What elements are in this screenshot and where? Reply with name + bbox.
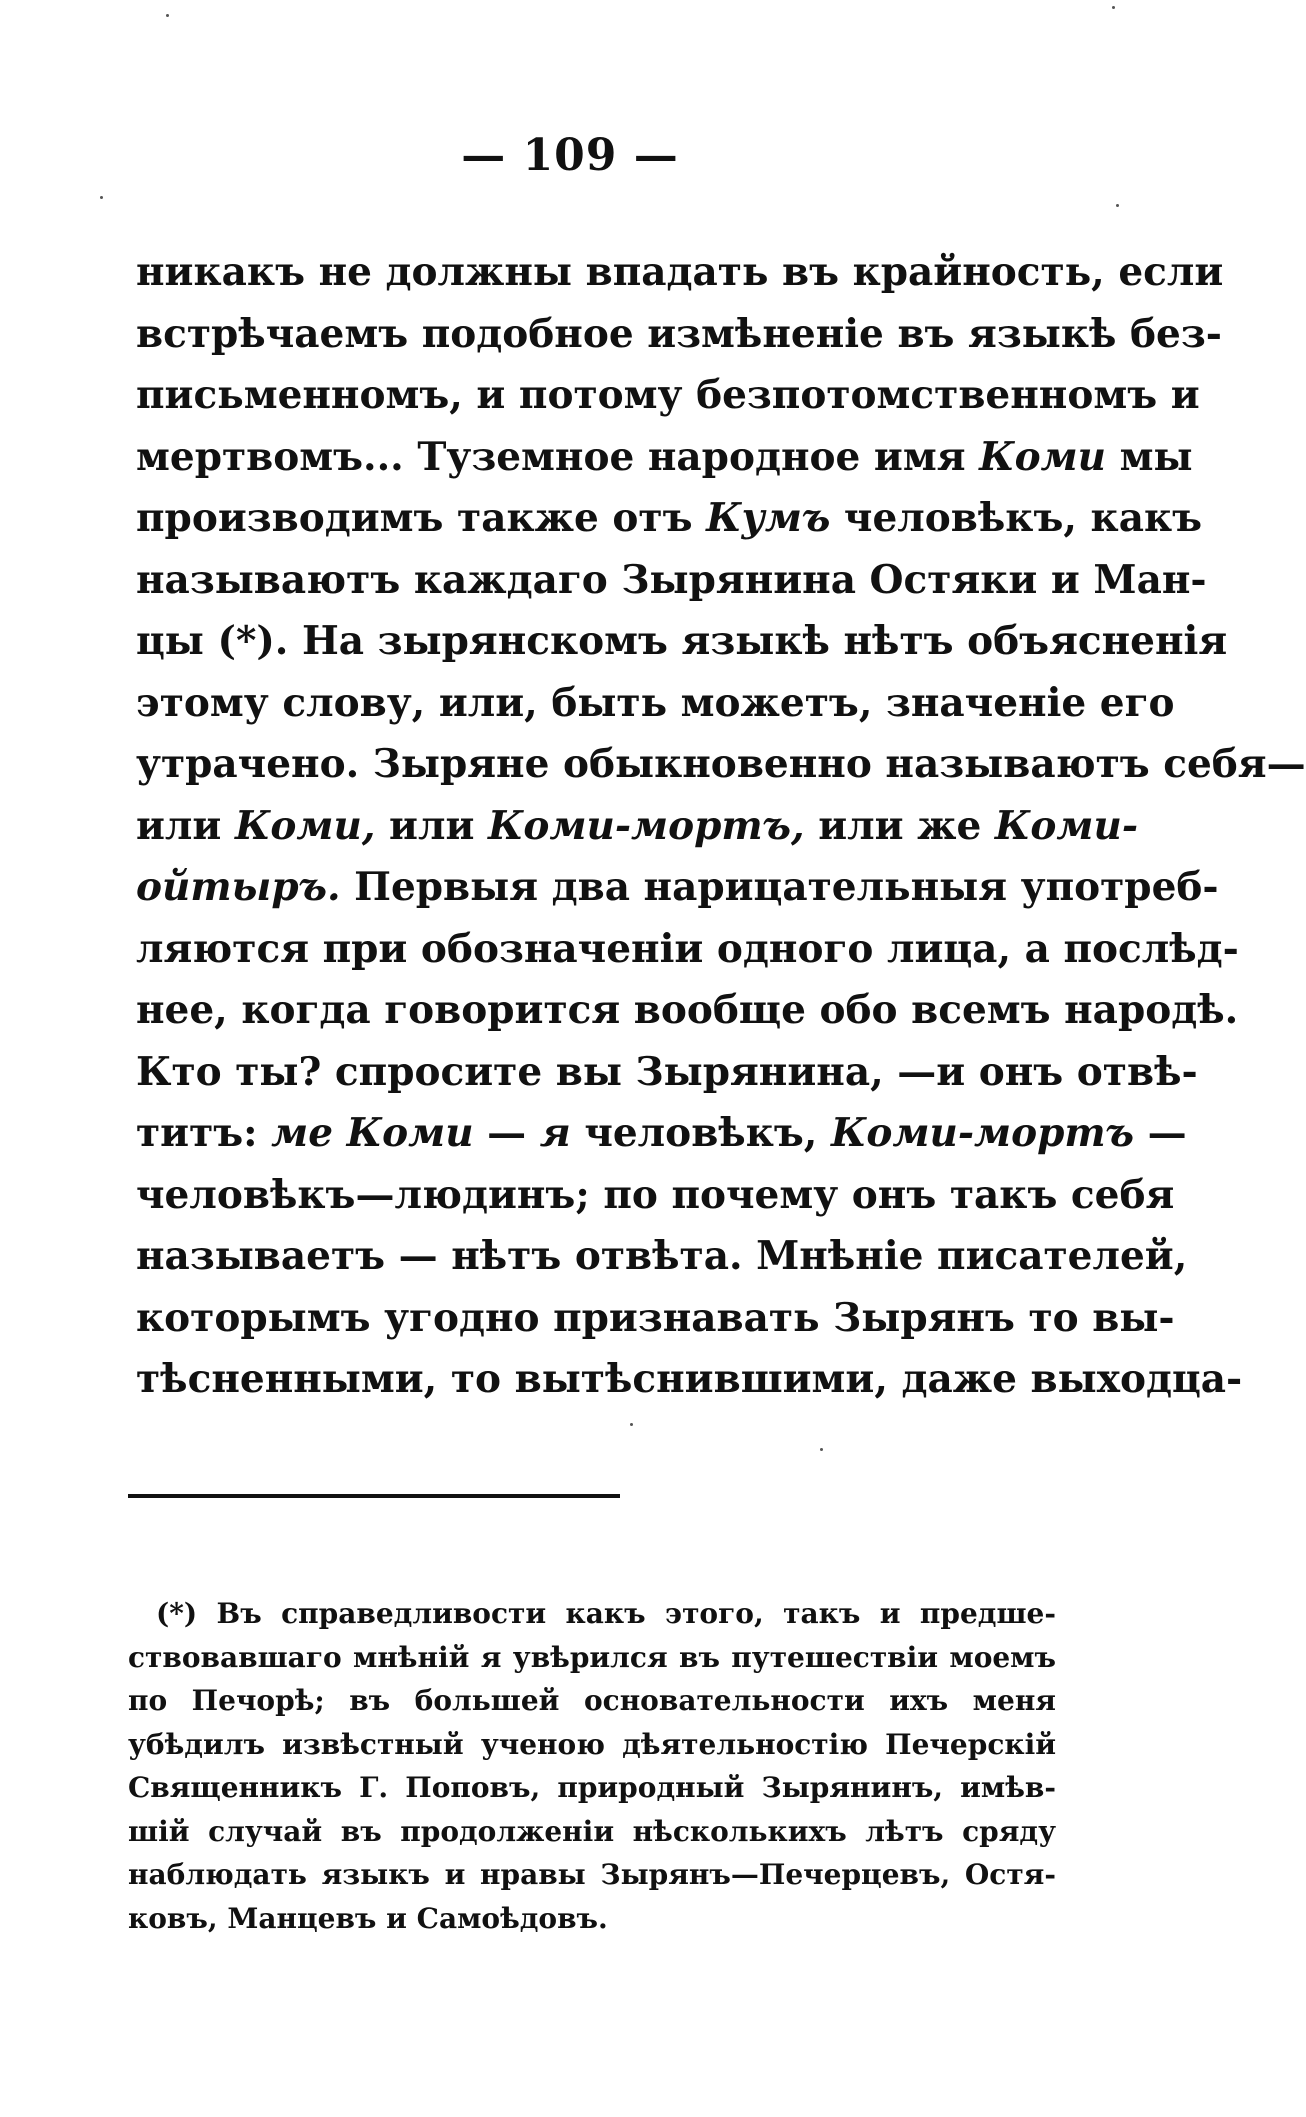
italic-term: Коми-мортъ — [830, 1110, 1135, 1156]
footnote-line: шій случай въ продолженіи нѣсколькихъ лѣтъ сряду — [128, 1814, 1056, 1848]
text-line — [136, 611, 1228, 673]
footnote-line: ковъ, Манцевъ и Самоѣдовъ. — [128, 1901, 608, 1935]
text-segment: этому слову, или, быть можетъ, значеніе его — [136, 679, 1175, 726]
text-segment: или же — [804, 802, 995, 849]
text-segment: письменномъ, и потому безпотомственномъ и — [136, 372, 1200, 418]
text-segment: или — [136, 802, 235, 849]
italic-term: Коми- — [994, 802, 1139, 849]
main-text — [136, 242, 1306, 1411]
text-line — [136, 1042, 1198, 1104]
print-speck — [1112, 6, 1115, 9]
text-line — [136, 1349, 1243, 1411]
text-line — [136, 673, 1175, 735]
italic-term: я — [539, 1110, 571, 1156]
text-line — [136, 1288, 1175, 1350]
italic-term: Коми, — [234, 802, 376, 849]
print-speck — [100, 196, 103, 199]
print-speck — [630, 1423, 633, 1426]
text-line — [136, 919, 1239, 981]
text-segment: никакъ не должны впадать въ крайность, если — [136, 249, 1224, 295]
text-line — [136, 734, 1306, 796]
text-segment: называетъ — нѣтъ отвѣта. Мнѣніе писателей, — [136, 1233, 1188, 1279]
page-number: — 109 — — [461, 130, 679, 181]
text-segment: титъ: — [136, 1110, 272, 1156]
footnote-line: наблюдать языкъ и нравы Зырянъ—Печерцевъ, Остя- — [128, 1858, 1056, 1891]
text-segment: тѣсненными, то вытѣснившими, даже выходца- — [136, 1356, 1243, 1402]
text-segment: — — [473, 1110, 540, 1156]
text-segment: ляются при обозначеніи одного лица, а послѣд- — [136, 925, 1239, 972]
text-line — [136, 1165, 1175, 1227]
footnote-line: убѣдилъ извѣстный ученою дѣятельностію Печерскій — [128, 1727, 1056, 1761]
text-line — [136, 365, 1200, 427]
print-speck — [820, 1448, 823, 1451]
text-line — [136, 857, 1219, 919]
italic-term: Кумъ — [706, 495, 831, 541]
text-segment: человѣкъ—людинъ; по почему онъ такъ себя — [136, 1171, 1175, 1218]
italic-term: ойтыръ. — [136, 864, 341, 910]
text-line — [136, 1226, 1188, 1288]
footnote-line: Священникъ Г. Поповъ, природный Зырянинъ, имѣв- — [128, 1771, 1056, 1804]
text-segment: встрѣчаемъ подобное измѣненіе въ языкѣ без- — [136, 310, 1222, 357]
text-segment: производимъ также отъ — [136, 495, 707, 541]
footnote-line: по Печорѣ; въ большей основательности ихъ меня — [128, 1684, 1056, 1717]
text-segment: мертвомъ... Туземное народное имя — [136, 433, 980, 480]
text-line — [136, 427, 1193, 489]
text-line — [136, 242, 1224, 304]
text-segment: или — [375, 802, 488, 849]
text-line — [136, 304, 1222, 366]
text-line — [136, 980, 1239, 1042]
text-line — [136, 488, 1203, 550]
text-segment: Кто ты? спросите вы Зырянина, —и онъ отвѣ- — [136, 1048, 1198, 1095]
text-segment: человѣкъ, какъ — [830, 495, 1203, 541]
italic-term: Коми-мортъ, — [487, 802, 805, 849]
text-line — [136, 550, 1207, 612]
text-line — [136, 796, 1139, 858]
text-segment: называютъ каждаго Зырянина Остяки и Ман- — [136, 556, 1207, 603]
text-segment: цы (*). На зырянскомъ языкѣ нѣтъ объясненія — [136, 618, 1228, 664]
text-segment: мы — [1106, 433, 1193, 480]
text-segment: Первыя два нарицательныя употреб- — [340, 864, 1219, 910]
footnote-line: (*) Въ справедливости какъ этого, такъ и предше- — [156, 1597, 1056, 1630]
text-segment: человѣкъ, — [570, 1110, 831, 1156]
text-segment: нее, когда говорится вообще обо всемъ народѣ. — [136, 987, 1239, 1033]
footnote — [128, 1592, 1056, 1940]
text-segment: — — [1134, 1110, 1187, 1156]
italic-term: ме Коми — [271, 1110, 474, 1156]
print-speck — [1116, 204, 1119, 207]
text-segment: которымъ угодно признавать Зырянъ то вы- — [136, 1294, 1175, 1341]
text-segment: утрачено. Зыряне обыкновенно называютъ себя— — [136, 741, 1306, 787]
footnote-divider — [128, 1494, 620, 1498]
text-line — [136, 1103, 1187, 1165]
footnote-line: ствовавшаго мнѣній я увѣрился въ путешествіи моемъ — [128, 1640, 1056, 1674]
italic-term: Коми — [979, 433, 1107, 480]
print-speck — [166, 14, 169, 17]
